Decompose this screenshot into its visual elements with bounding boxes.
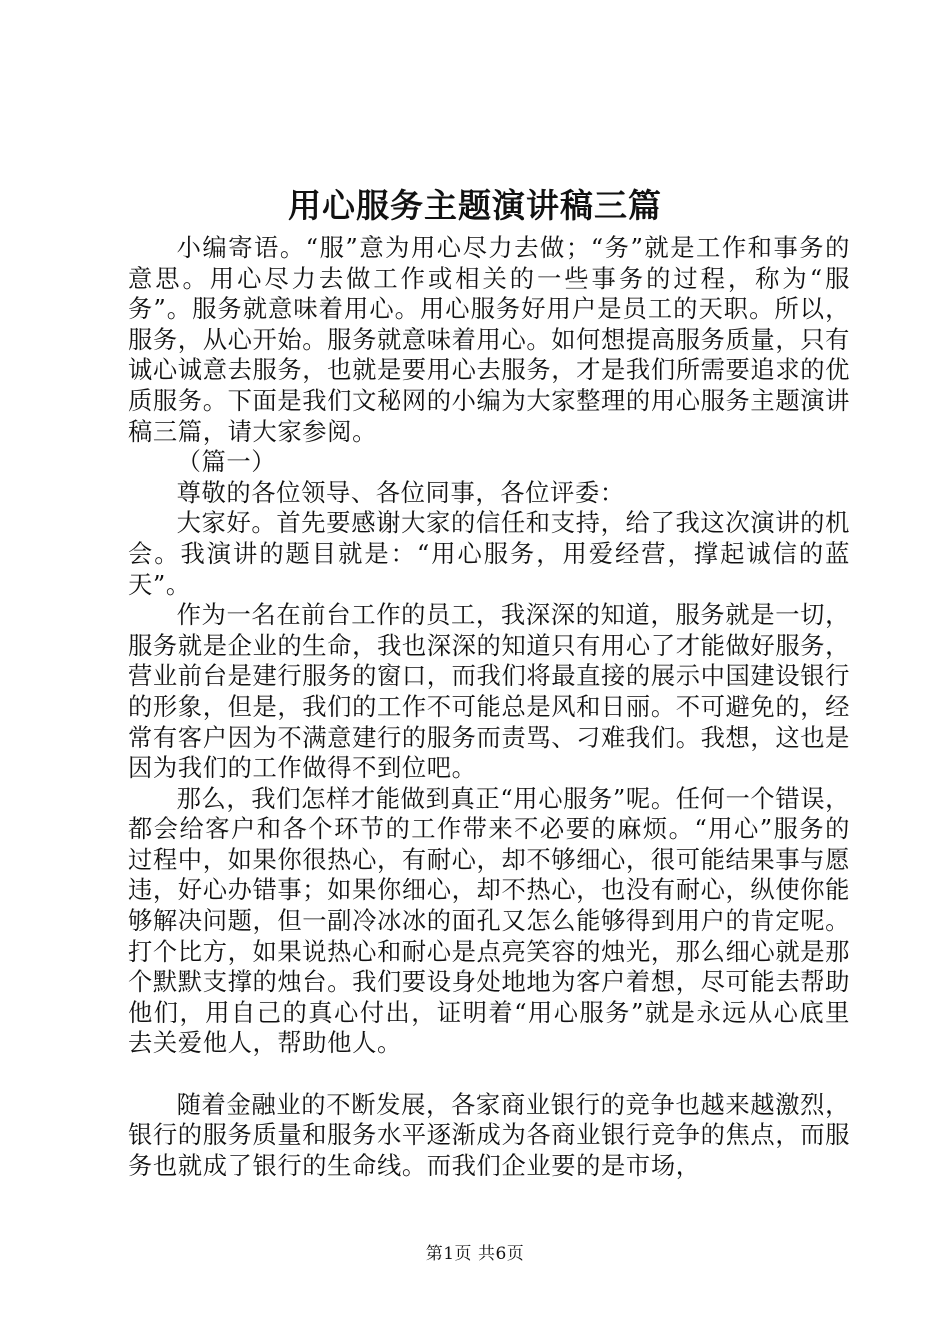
page-number-footer: 第1页 共6页 <box>425 1244 525 1264</box>
paragraph-salutation: 尊敬的各位领导、各位同事，各位评委： <box>176 477 625 507</box>
paragraph-section-heading: （篇一） <box>176 447 277 477</box>
document-body <box>128 233 850 1181</box>
paragraph-greeting: 大家好。首先要感谢大家的信任和支持，给了我这次演讲的机会。我演讲的题目就是：“用心服务，用爱经营，撑起诚信的蓝天”。 <box>128 508 850 599</box>
paragraph-competition: 随着金融业的不断发展，各家商业银行的竞争也越来越激烈，银行的服务质量和服务水平逐渐成为各商业银行竞争的焦点，而服务也就成了银行的生命线。而我们企业要的是市场， <box>128 1089 851 1180</box>
paragraph-intro: 小编寄语。“服”意为用心尽力去做；“务”就是工作和事务的意思。用心尽力去做工作或相关的一些事务的过程，称为“服务”。服务就意味着用心。用心服务好用户是员工的天职。所以，服务，从心开始。服务就意味着用心。如何想提高服务质量，只有诚心诚意去服务，也就是要用心去服务，才是我们所需要追求的优质服务。下面是我们文秘网的小编为大家整理的用心服务主题演讲稿三篇，请大家参阅。 <box>128 233 851 446</box>
document-title: 用心服务主题演讲稿三篇 <box>288 186 662 225</box>
paragraph-how-to-serve: 那么，我们怎样才能做到真正“用心服务”呢。任何一个错误，都会给客户和各个环节的工作带来不必要的麻烦。“用心”服务的过程中，如果你很热心，有耐心，却不够细心，很可能结果事与愿违，好心办错事；如果你细心，却不热心，也没有耐心，纵使你能够解决问题，但一副冷冰冰的面孔又怎么能够得到用户的肯定呢。打个比方，如果说热心和耐心是点亮笑容的烛光，那么细心就是那个默默支撑的烛台。我们要设身处地地为客户着想，尽可能去帮助他们，用自己的真心付出，证明着“用心服务”就是永远从心底里去关爱他人，帮助他人。 <box>128 783 851 1058</box>
paragraph-frontdesk: 作为一名在前台工作的员工，我深深的知道，服务就是一切，服务就是企业的生命，我也深深的知道只有用心了才能做好服务，营业前台是建行服务的窗口，而我们将最直接的展示中国建设银行的形象，但是，我们的工作不可能总是风和日丽。不可避免的，经常有客户因为不满意建行的服务而责骂、刁难我们。我想，这也是因为我们的工作做得不到位吧。 <box>128 600 851 783</box>
